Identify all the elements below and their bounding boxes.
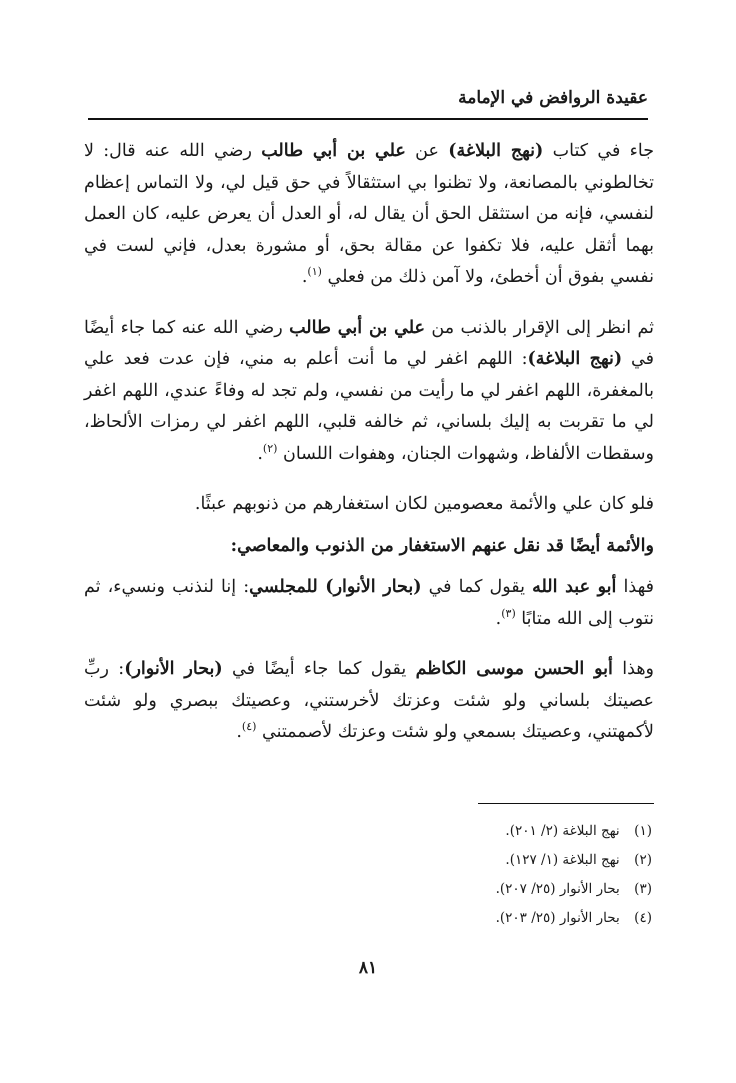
- paragraph: [84, 489, 654, 521]
- paragraph: [84, 572, 654, 635]
- footnote-text: بحار الأنوار (٢٥/ ٢٠٧).: [495, 881, 620, 897]
- text-run: .: [301, 267, 308, 287]
- footnote-number: (٤): [634, 910, 652, 926]
- footnotes: [82, 817, 652, 933]
- footnote-text: نهج البلاغة (١/ ١٢٧).: [505, 852, 620, 868]
- paragraph: [84, 654, 654, 749]
- text-run: .: [236, 722, 242, 742]
- text-run: : إنا لنذنب ونسيء، ثم نتوب إلى الله متابًا: [84, 577, 654, 629]
- footnote-text: بحار الأنوار (٢٥/ ٢٠٣).: [495, 910, 620, 926]
- footnote-text: نهج البلاغة (٢/ ٢٠١).: [505, 823, 620, 839]
- text-run: وهذا: [612, 659, 655, 679]
- text-run: فلو كان علي والأئمة معصومين لكان استغفارهم من ذنوبهم عبثًا.: [194, 494, 654, 514]
- bold-text: (نهج البلاغة): [527, 349, 623, 369]
- text-run: .: [495, 608, 502, 629]
- main-text: [84, 136, 654, 768]
- text-run: عن: [405, 141, 449, 161]
- footnote-number: (٣): [634, 881, 652, 897]
- header-title: عقيدة الروافض في الإمامة: [458, 88, 648, 108]
- text-run: جاء في كتاب: [543, 141, 655, 161]
- footnote: [82, 875, 652, 904]
- paragraph: [84, 136, 654, 294]
- footnote-ref: (١): [307, 265, 322, 279]
- text-run: رضي الله عنه قال: لا تخالطوني بالمصانعة، ولا تظنوا بي استثقالاً في حق قيل لي، ولا التماس إعظام لنفسي، فإنه من استثقل الحق أن يقال له، أو العدل أن يعرض عليه، كان العمل بهما أثقل عليه، فلا تكفوا عن مقالة بحق، أو مشورة بعدل، فإني لست في نفسي بفوق أن أخطئ، ولا آمن ذلك من فعلي: [84, 141, 654, 287]
- paragraph: [84, 313, 654, 471]
- footnote-ref: (٢): [262, 441, 278, 455]
- bold-text: (بحار الأنوار) للمجلسي: [249, 577, 422, 597]
- bold-text: والأئمة أيضًا قد نقل عنهم الاستغفار من الذنوب والمعاصي:: [230, 535, 654, 556]
- text-run: يقول كما في: [421, 577, 533, 597]
- footnote-number: (٢): [634, 852, 652, 868]
- text-run: : اللهم اغفر لي ما أنت أعلم به مني، فإن عدت فعد علي بالمغفرة، اللهم اغفر لي ما رأيت من نفسي، ولم تجد له وفاءً عندي، اللهم اغفر لي ما تقربت به إليك بلساني، ثم خالفه قلبي، اللهم اغفر لي رمزات الألحاظ، وسقطات الألفاظ، وشهوات الجنان، وهفوات اللسان: [84, 349, 654, 464]
- footnote-number: (١): [634, 823, 652, 839]
- footnote: [82, 846, 652, 875]
- bold-text: (نهج البلاغة): [448, 141, 544, 161]
- text-run: فهذا: [616, 577, 654, 597]
- page-number: ٨١: [358, 958, 378, 978]
- footnote-ref: (٤): [241, 720, 257, 734]
- footnote-ref: (٣): [501, 606, 516, 620]
- running-header: [88, 84, 648, 120]
- bold-text: علي بن أبي طالب: [261, 141, 406, 161]
- text-run: : ربِّ عصيتك بلساني ولو شئت وعزتك لأخرستني، وعصيتك ببصري ولو شئت لأكمهتني، وعصيتك بسمعي ولو شئت وعزتك لأصممتني: [84, 659, 654, 742]
- bold-text: أبو عبد الله: [532, 577, 617, 597]
- text-run: ثم انظر إلى الإقرار بالذنب من: [424, 317, 654, 338]
- bold-text: علي بن أبي طالب: [289, 317, 425, 338]
- footnote: [82, 904, 652, 933]
- bold-text: أبو الحسن موسى الكاظم: [415, 659, 613, 679]
- paragraph: [84, 531, 654, 563]
- text-run: رضي الله عنه كما جاء أيضًا في: [84, 317, 654, 369]
- text-run: .: [257, 443, 263, 464]
- bold-text: (بحار الأنوار): [124, 659, 223, 679]
- text-run: يقول كما جاء أيضًا في: [222, 659, 416, 679]
- footnote-separator: [478, 803, 654, 804]
- footnote: [82, 817, 652, 846]
